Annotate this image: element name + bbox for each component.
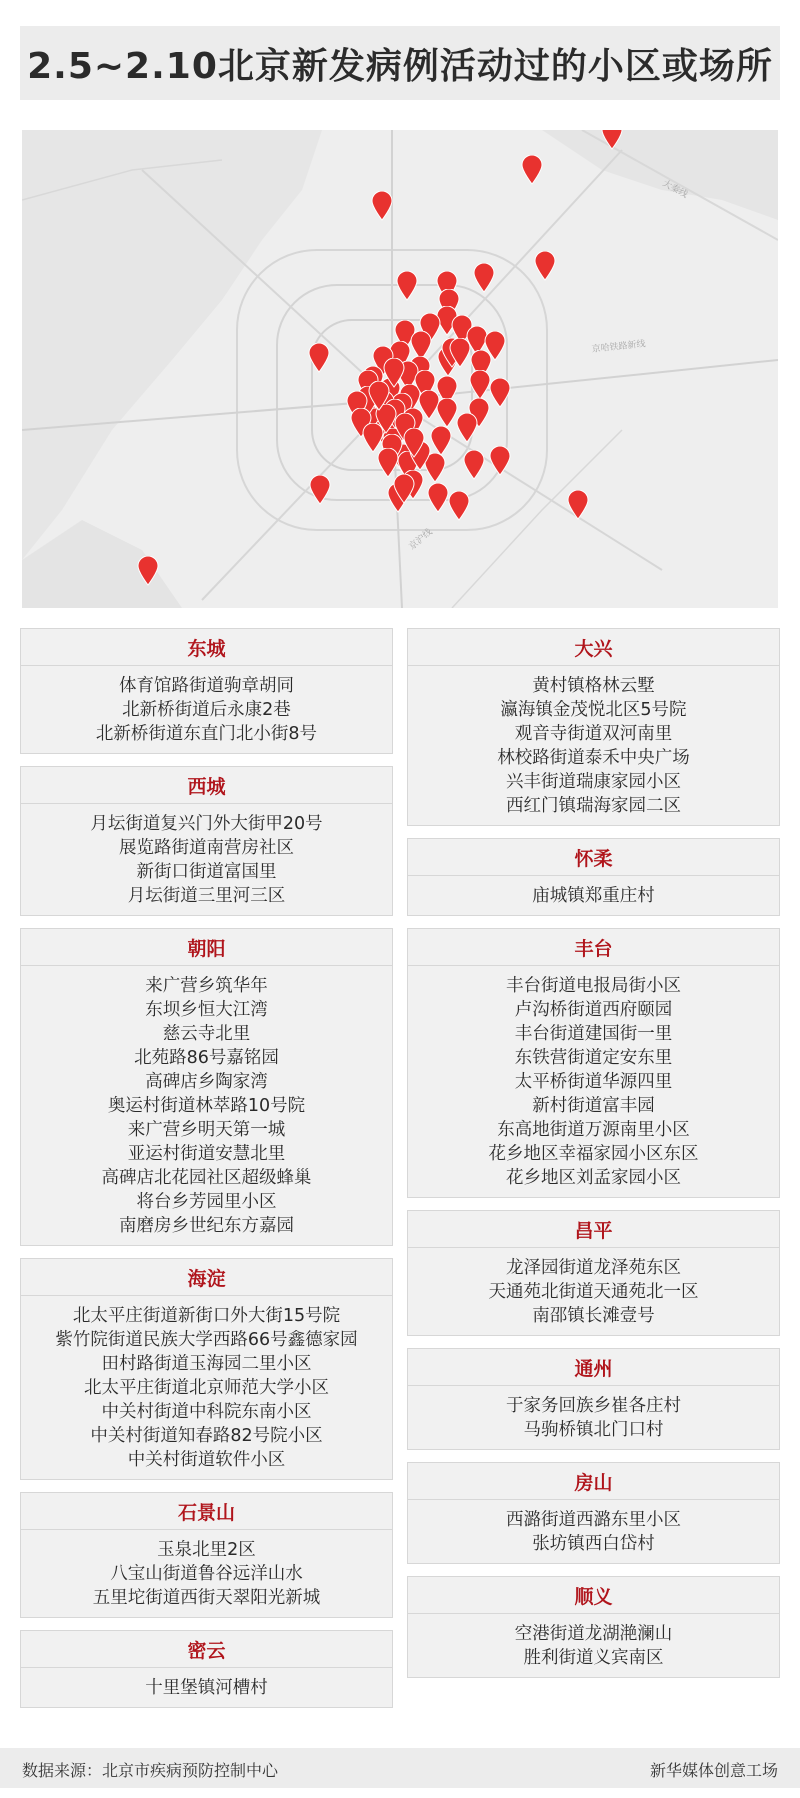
place-item: 林校路街道泰禾中央广场 [497, 748, 690, 768]
place-item: 张坊镇西白岱村 [532, 1534, 655, 1554]
road-label-daqin: 大秦线 [660, 178, 690, 201]
district-name: 丰台 [408, 929, 779, 966]
location-marker-icon[interactable] [393, 474, 415, 504]
place-item: 玉泉北里2区 [157, 1540, 256, 1560]
place-item: 紫竹院街道民族大学西路66号鑫德家园 [55, 1330, 358, 1350]
place-item: 新街口街道富国里 [136, 862, 277, 882]
location-marker-icon[interactable] [403, 428, 425, 458]
place-item: 将台乡芳园里小区 [136, 1192, 277, 1212]
district-card [407, 1462, 780, 1564]
road-label-jinghu: 京沪线 [407, 527, 435, 553]
data-source: 数据来源：北京市疾病预防控制中心 [22, 1761, 279, 1780]
location-marker-icon[interactable] [396, 271, 418, 301]
place-item: 太平桥街道华源四里 [514, 1072, 673, 1092]
road-label-jingha: 京哈铁路新线 [591, 339, 647, 355]
place-item: 南磨房乡世纪东方嘉园 [119, 1216, 294, 1236]
district-name: 大兴 [408, 629, 779, 666]
page-title: 2.5~2.10北京新发病例活动过的小区或场所 [27, 45, 773, 87]
place-item: 高碑店乡陶家湾 [145, 1072, 268, 1092]
location-marker-icon[interactable] [383, 358, 405, 388]
title-bar [20, 26, 780, 100]
district-card [20, 1492, 393, 1618]
place-item: 胜利街道义宾南区 [523, 1648, 664, 1668]
place-list [21, 1530, 392, 1618]
district-name: 石景山 [21, 1493, 392, 1530]
location-marker-icon[interactable] [521, 155, 543, 185]
place-item: 来广营乡明天第一城 [127, 1120, 286, 1140]
place-item: 南邵镇长滩壹号 [532, 1306, 655, 1326]
place-list [21, 1668, 392, 1708]
district-card [407, 838, 780, 916]
place-item: 丰台街道建国街一里 [514, 1024, 673, 1044]
place-item: 花乡地区刘孟家园小区 [506, 1168, 681, 1188]
place-item: 空港街道龙湖滟澜山 [514, 1624, 673, 1644]
map[interactable] [22, 130, 778, 608]
brand-credit: 新华媒体创意工场 [649, 1761, 778, 1780]
place-item: 东坝乡恒大江湾 [145, 1000, 268, 1020]
place-item: 卢沟桥街道西府颐园 [514, 1000, 673, 1020]
place-list [408, 966, 779, 1198]
place-list [408, 1614, 779, 1678]
place-item: 月坛街道复兴门外大街甲20号 [90, 814, 323, 834]
location-marker-icon[interactable] [489, 446, 511, 476]
place-item: 北新桥街道东直门北小街8号 [95, 724, 318, 744]
place-item: 北苑路86号嘉铭园 [134, 1048, 279, 1068]
place-item: 月坛街道三里河三区 [127, 886, 286, 906]
location-marker-icon[interactable] [473, 263, 495, 293]
location-marker-icon[interactable] [567, 490, 589, 520]
district-name: 密云 [21, 1631, 392, 1668]
district-card [20, 766, 393, 916]
place-list [408, 1500, 779, 1564]
place-item: 慈云寺北里 [162, 1024, 251, 1044]
district-card [20, 928, 393, 1246]
district-card [20, 628, 393, 754]
place-item: 西潞街道西潞东里小区 [506, 1510, 681, 1530]
place-item: 十里堡镇河槽村 [145, 1678, 268, 1698]
place-item: 来广营乡筑华年 [145, 976, 268, 996]
location-marker-icon[interactable] [463, 450, 485, 480]
district-name: 朝阳 [21, 929, 392, 966]
place-list [408, 876, 779, 916]
district-card [407, 928, 780, 1198]
location-marker-icon[interactable] [430, 426, 452, 456]
place-list [21, 666, 392, 754]
district-name: 昌平 [408, 1211, 779, 1248]
footer [0, 1748, 800, 1788]
place-list [21, 1296, 392, 1480]
place-item: 田村路街道玉海园二里小区 [101, 1354, 312, 1374]
place-item: 龙泽园街道龙泽苑东区 [506, 1258, 681, 1278]
district-card [20, 1258, 393, 1480]
district-name: 西城 [21, 767, 392, 804]
location-marker-icon[interactable] [489, 378, 511, 408]
location-marker-icon[interactable] [309, 475, 331, 505]
place-item: 马驹桥镇北门口村 [523, 1420, 664, 1440]
location-marker-icon[interactable] [534, 251, 556, 281]
location-marker-icon[interactable] [448, 491, 470, 521]
location-marker-icon[interactable] [371, 191, 393, 221]
place-list [408, 1248, 779, 1336]
place-item: 观音寺街道双河南里 [514, 724, 673, 744]
place-list [21, 966, 392, 1246]
place-item: 八宝山街道鲁谷远洋山水 [110, 1564, 303, 1584]
district-card [20, 1630, 393, 1708]
location-marker-icon[interactable] [418, 390, 440, 420]
district-card [407, 628, 780, 826]
place-item: 北太平庄街道北京师范大学小区 [84, 1378, 329, 1398]
district-name: 通州 [408, 1349, 779, 1386]
district-name: 顺义 [408, 1577, 779, 1614]
place-item: 花乡地区幸福家园小区东区 [488, 1144, 699, 1164]
place-item: 北太平庄街道新街口外大街15号院 [72, 1306, 341, 1326]
district-card [407, 1348, 780, 1450]
place-list [408, 1386, 779, 1450]
place-item: 瀛海镇金茂悦北区5号院 [500, 700, 687, 720]
location-marker-icon[interactable] [456, 413, 478, 443]
place-item: 东高地街道万源南里小区 [497, 1120, 690, 1140]
location-marker-icon[interactable] [449, 338, 471, 368]
place-item: 体育馆路街道驹章胡同 [119, 676, 294, 696]
place-item: 黄村镇格林云墅 [532, 676, 655, 696]
district-card [407, 1210, 780, 1336]
place-item: 中关村街道知春路82号院小区 [90, 1426, 323, 1446]
location-marker-icon[interactable] [427, 483, 449, 513]
place-item: 五里坨街道西街天翠阳光新城 [92, 1588, 321, 1608]
district-name: 东城 [21, 629, 392, 666]
location-marker-icon[interactable] [362, 423, 384, 453]
place-item: 庙城镇郑重庄村 [532, 886, 655, 906]
place-item: 亚运村街道安慧北里 [127, 1144, 286, 1164]
place-item: 高碑店北花园社区超级蜂巢 [101, 1168, 312, 1188]
district-name: 房山 [408, 1463, 779, 1500]
location-marker-icon[interactable] [308, 343, 330, 373]
place-item: 北新桥街道后永康2巷 [122, 700, 291, 720]
district-card [407, 1576, 780, 1678]
district-name: 怀柔 [408, 839, 779, 876]
location-marker-icon[interactable] [601, 130, 623, 150]
place-item: 中关村街道软件小区 [127, 1450, 286, 1470]
district-name: 海淀 [21, 1259, 392, 1296]
place-item: 东铁营街道定安东里 [514, 1048, 673, 1068]
place-item: 展览路街道南营房社区 [119, 838, 294, 858]
place-item: 中关村街道中科院东南小区 [101, 1402, 312, 1422]
place-item: 新村街道富丰园 [532, 1096, 655, 1116]
location-marker-icon[interactable] [137, 556, 159, 586]
place-item: 于家务回族乡崔各庄村 [506, 1396, 681, 1416]
place-item: 丰台街道电报局街小区 [506, 976, 681, 996]
location-marker-icon[interactable] [469, 370, 491, 400]
place-item: 西红门镇瑞海家园二区 [506, 796, 681, 816]
place-item: 奥运村街道林萃路10号院 [107, 1096, 306, 1116]
place-item: 天通苑北街道天通苑北一区 [488, 1282, 699, 1302]
place-item: 兴丰街道瑞康家园小区 [506, 772, 681, 792]
place-list [21, 804, 392, 916]
place-list [408, 666, 779, 826]
